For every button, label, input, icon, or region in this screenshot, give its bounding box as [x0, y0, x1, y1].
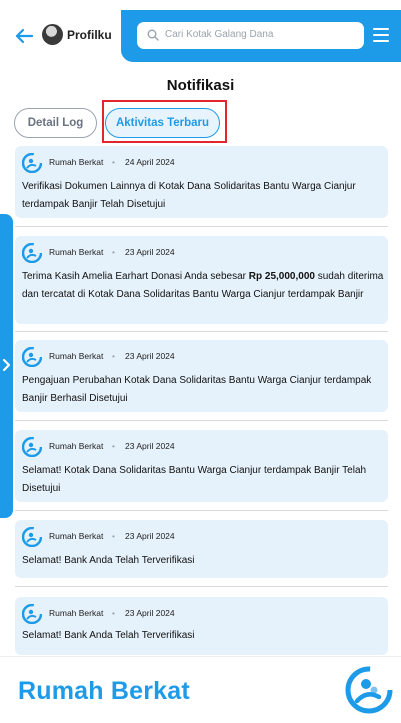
notification-card[interactable]: [15, 340, 388, 412]
donation-amount: Rp 25,000,000: [248, 271, 315, 282]
tab-detail-log[interactable]: Detail Log: [14, 108, 97, 138]
divider: [15, 226, 388, 227]
separator-dot: •: [112, 608, 115, 618]
page-title: Notifikasi: [166, 77, 235, 94]
rumah-berkat-logo-icon: [22, 527, 42, 547]
notification-date: 23 April 2024: [125, 531, 175, 541]
notification-date: 23 April 2024: [125, 608, 175, 618]
notification-message: Pengajuan Perubahan Kotak Dana Solidaritas Bantu Warga Cianjur terdampak Banjir Berhasil Disetujui: [22, 375, 372, 404]
notification-date: 23 April 2024: [125, 247, 175, 257]
avatar[interactable]: [42, 24, 63, 45]
notification-org: Rumah Berkat: [49, 247, 104, 257]
chevron-right-icon[interactable]: [2, 358, 11, 372]
notification-org: Rumah Berkat: [49, 531, 104, 541]
hamburger-menu-icon[interactable]: [373, 28, 389, 42]
notification-message: Selamat! Bank Anda Telah Terverifikasi: [22, 630, 195, 641]
profile-label[interactable]: Profilku: [67, 28, 112, 42]
notification-org: Rumah Berkat: [49, 351, 104, 361]
notification-date: 24 April 2024: [125, 157, 175, 167]
search-placeholder: Cari Kotak Galang Dana: [165, 29, 274, 40]
back-arrow-icon[interactable]: [12, 24, 36, 48]
notification-card[interactable]: [15, 520, 388, 578]
rumah-berkat-logo-icon: [22, 243, 42, 263]
rumah-berkat-logo-icon: [22, 604, 42, 624]
separator-dot: •: [112, 441, 115, 451]
notification-date: 23 April 2024: [125, 441, 175, 451]
search-icon: [147, 29, 159, 41]
notification-card[interactable]: [15, 236, 388, 324]
search-input[interactable]: [137, 22, 364, 49]
rumah-berkat-logo-icon: [22, 153, 42, 173]
rumah-berkat-logo-icon[interactable]: [345, 666, 393, 714]
notification-message: [22, 268, 384, 304]
tab-aktivitas-terbaru[interactable]: Aktivitas Terbaru: [105, 108, 220, 138]
notification-card[interactable]: [15, 597, 388, 655]
rumah-berkat-logo-icon: [22, 347, 42, 367]
divider: [15, 331, 388, 332]
notification-message: Selamat! Kotak Dana Solidaritas Bantu Warga Cianjur terdampak Banjir Telah Disetujui: [22, 465, 367, 494]
separator-dot: •: [112, 531, 115, 541]
divider: [15, 510, 388, 511]
tab-highlight-box: [102, 100, 227, 143]
notification-org: Rumah Berkat: [49, 157, 104, 167]
notification-card[interactable]: [15, 146, 388, 218]
notification-card[interactable]: [15, 430, 388, 502]
notification-message: Selamat! Bank Anda Telah Terverifikasi: [22, 555, 195, 566]
separator-dot: •: [112, 351, 115, 361]
footer-brand-name: Rumah Berkat: [18, 677, 190, 705]
notification-org: Rumah Berkat: [49, 441, 104, 451]
rumah-berkat-logo-icon: [22, 437, 42, 457]
message-text: Terima Kasih Amelia Earhart Donasi Anda sebesar: [22, 271, 249, 282]
message-text: sudah diterima dan tercatat di Kotak Dana Solidaritas Bantu Warga Cianjur terdampak Banjir: [22, 271, 384, 300]
divider: [15, 420, 388, 421]
divider: [15, 586, 388, 587]
notification-message: Verifikasi Dokumen Lainnya di Kotak Dana Solidaritas Bantu Warga Cianjur terdampak Banjir Telah Disetujui: [22, 181, 356, 210]
notification-date: 23 April 2024: [125, 351, 175, 361]
notification-org: Rumah Berkat: [49, 608, 104, 618]
separator-dot: •: [112, 247, 115, 257]
separator-dot: •: [112, 157, 115, 167]
